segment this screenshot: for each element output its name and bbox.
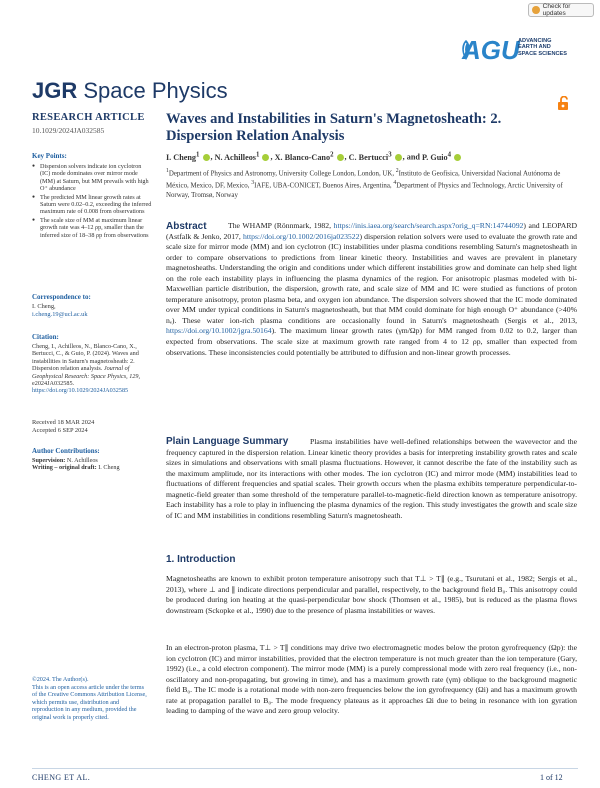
introduction-heading: 1. Introduction [166, 554, 236, 565]
contribution-row [32, 464, 152, 471]
correspondence [32, 303, 152, 318]
copyright-line: ©2024. The Author(s). [32, 676, 89, 683]
affiliations: $^1$Department of Physics and Astronomy, University College London, London, UK, $^2$Instituto de Geofísica, Universidad Nacional Autónoma de México, Mexico, DF, Mexico, $^3$IAFE, UBA-CONICET, Buenos Aires, Argentina, $^4$Department of Physics and Technology, Arctic University of Norway, Tromsø, Norway [166, 168, 563, 199]
article-title-line: Dispersion Relation Analysis [166, 128, 345, 144]
key-point: ● The predicted MM linear growth rates at Saturn were 0.02–0.2, exceeding the inferred maximum rate of 0.008 from observations [32, 194, 152, 216]
introduction-paragraph: In an electron-proton plasma, T⊥ > T∥ conditions may drive two electromagnetic modes below the proton gyrofrequency (Ωp): the ion cyclotron (IC) and mirror instabilities, provided that the electron temperature is not much greater than the ion temperature (Gary, 1992) (i.e., a cold electron component). The mirror mode (MM) is a purely compressional mode with zero real frequency (i.e., non-oscillatory and non-propagating, but growing in time), and has a maximum growth rate (γm) oblique to the background magnetic field B₀. The IC mode is a rotational mode with non-zero frequencies below the ion gyrofrequency (Ωi) and has a maximum growth rate at propagation parallel to B₀. The mode frequency plateaus as it approaches Ωi due to being in resonance with ion gyration leading to damping of the wave and zero group velocity. [166, 643, 577, 716]
agu-tagline-line: SPACE SCIENCES [518, 50, 568, 57]
update-icon [532, 6, 540, 14]
agu-logo [458, 34, 578, 68]
citation-text: Cheng, I., Achilleos, N., Blanco-Cano, X., Bertucci, C., & Guio, P. (2024). Waves and instabilities in Saturn's magnetosheath: 2. Dispersion relation analysis. [32, 343, 139, 373]
abstract-body: The WHAMP (Rönnmark, 1982, https://inis.iaea.org/search/search.aspx?orig_q=RN:14744092) and LEOPARD (Astfalk & Jenko, 2017, https://doi.org/10.1002/2016ja023522) dispersion relation solvers were used to evaluate the growth rate and scale size for mirror mode (MM) and ion cyclotron (IC) instabilities under plasma conditions resembling Saturn's magnetosheath in order to compare observations to predictions from linear kinetic theory. Instabilities and waves are prevalent in planetary magnetosheaths. Understanding the origin and conditions under which different instabilities grow and dominate can help shed light on the role each instability plays in influencing the plasma dynamics of the region. For anisotropic plasmas modeled with bi-Maxwellian particle distribution, the dispersion, growth rate, and scale size of MM and IC were studied as functions of proton temperature anisotropy, proton plasma beta, and oxygen ion abundance. The dispersion solvers showed that the IC mode dominated over MM under typical conditions in Saturn's magnetosheath, but that MM could dominate for high enough O⁺ abundance (>40% nₑ). These water ion-rich plasma conditions are occasionally found in Saturn's magnetosheath (Sergis et al., 2013, https://doi.org/10.1002/jgra.50164). The maximum linear growth rates (γm/Ωp) for MM ranged from 0.02 to 0.2, larger than expected from observations. The scale size at maximum growth rate ranged from 4 to 12 ρp, smaller than expected from observations. These inconsistencies could potentially be attributed to diffusion and non-linear growth processes. [166, 221, 578, 357]
author[interactable]: I. Cheng$^1$ [166, 153, 211, 162]
journal-name [32, 78, 228, 104]
journal-name-rest: Space Physics [83, 78, 228, 103]
abstract-heading: Abstract [166, 221, 207, 232]
contribution-person: N. Achilleos [66, 457, 98, 464]
plain-language-summary-heading: Plain Language Summary [166, 436, 289, 447]
article-title [166, 111, 556, 145]
abstract-link[interactable]: https://doi.org/10.1002/2016ja023522 [242, 231, 360, 241]
key-points-heading: Key Points: [32, 152, 67, 160]
contribution-person: I. Cheng [98, 464, 120, 472]
article-doi[interactable]: 10.1029/2024JA032585 [32, 126, 105, 135]
article-type: RESEARCH ARTICLE [32, 112, 145, 123]
dates [32, 419, 152, 435]
correspondence-name: I. Cheng, [32, 303, 56, 310]
journal-name-bold: JGR [32, 78, 78, 103]
author[interactable]: X. Blanco-Cano$^2$ [275, 153, 345, 162]
agu-tagline-line: ADVANCING [518, 38, 552, 44]
citation-doi-link[interactable]: https://doi.org/10.1029/2024JA032585 [32, 387, 129, 395]
footer-divider [32, 768, 578, 769]
contribution-role: Supervision: [32, 457, 66, 464]
orcid-icon[interactable] [395, 154, 402, 161]
author-contributions-heading: Author Contributions: [32, 447, 100, 455]
author-list: I. Cheng$^1$ , N. Achilleos$^1$ , X. Blanco-Cano$^2$ , C. Bertucci$^3$ , and P. Guio$^4$ [166, 151, 576, 162]
plain-language-summary-body: Plasma instabilities have well-defined relationships between the wavevector and the frequency captured in the dispersion relation. Linear kinetic theory provides a basis for interpreting instability growth rates and scale sizes in simulations and observations with small plasma fluctuations. However, it cannot describe the fate of the instability such as the maximum amplitude, nor its interactions with other modes. The ion cyclotron (IC) and mirror mode (MM) instabilities lead to fluctuations of different frequencies and spatial scales. Their growth occurs when the plasma exhibits temperature perpendicular-to-magnetic-field greater than some threshold of the temperature parallel-to-magnetic-field direction known as temperature anisotropy. Each instability has a role to play in influencing the plasma dynamics of the region. This study investigates the growth and scale size of IC and MM instabilities in conditions resembling Saturn's magnetosheath. [166, 437, 577, 520]
citation-journal: Journal of Geophysical Research: Space Physics, 129, [32, 365, 141, 380]
accepted-date: Accepted 6 SEP 2024 [32, 427, 88, 434]
contribution-row [32, 457, 152, 464]
article-title-line: Waves and Instabilities in Saturn's Magnetosheath: 2. [166, 111, 502, 127]
abstract-link[interactable]: https://doi.org/10.1002/jgra.50164 [166, 326, 272, 336]
author[interactable]: C. Bertucci$^3$ [349, 153, 403, 162]
license-text[interactable]: This is an open access article under the terms of the Creative Commons Attribution License, which permits use, distribution and reproduction in any medium, provided the original work is properly cited. [32, 683, 147, 721]
check-for-updates-label: Check for updates [542, 3, 571, 17]
correspondence-heading: Correspondence to: [32, 293, 91, 301]
page-number: 1 of 12 [540, 773, 563, 782]
citation-heading: Citation: [32, 333, 59, 341]
author-contributions [32, 457, 152, 472]
agu-tagline [518, 38, 567, 57]
introduction-paragraph: Magnetosheaths are known to exhibit proton temperature anisotropy such that T⊥ > T∥ (e.g., Tsurutani et al., 1982; Sergis et al., 2013), where ⊥ and ∥ indicate directions perpendicular and parallel, respectively, to the background field B₀. This anisotropy could be produced during ion heating at the quasi-perpendicular bow shock (Thomsen et al., 1985), but is reduced as the plasma flows downstream (Sckopke et al., 1990) due to the presence of plasma instabilities or waves. [166, 574, 577, 615]
orcid-icon[interactable] [203, 154, 210, 161]
key-points-list [32, 163, 152, 240]
orcid-icon[interactable] [337, 154, 344, 161]
orcid-icon[interactable] [262, 154, 269, 161]
abstract-link[interactable]: https://inis.iaea.org/search/search.aspx?orig_q=RN:14744092 [333, 221, 524, 230]
key-point: ● The scale size of MM at maximum linear growth rate was 4–12 ρp, smaller than the inferred size of 18–38 ρp from observations [32, 217, 152, 239]
orcid-icon[interactable] [454, 154, 461, 161]
agu-tagline-line: EARTH AND [518, 44, 551, 51]
copyright-notice [32, 676, 150, 721]
author[interactable]: P. Guio$^4$ [422, 153, 462, 162]
key-point: ● Dispersion solvers indicate ion cyclotron (IC) mode dominates over mirror mode (MM) at Saturn, but MM prevails with high O⁺ abundance [32, 163, 152, 193]
citation-id: e2024JA032585. [32, 380, 75, 388]
contribution-role: Writing – original draft: [32, 464, 97, 472]
correspondence-email-link[interactable]: i.cheng.19@ucl.ac.uk [32, 310, 88, 318]
agu-wordmark: AGU [462, 35, 520, 65]
check-for-updates-button[interactable] [528, 3, 594, 17]
citation [32, 343, 155, 395]
author[interactable]: N. Achilleos$^1$ [215, 153, 271, 162]
open-access-icon [557, 96, 571, 110]
footer-authors: CHENG ET AL. [32, 773, 91, 782]
received-date: Received 18 MAR 2024 [32, 419, 95, 426]
